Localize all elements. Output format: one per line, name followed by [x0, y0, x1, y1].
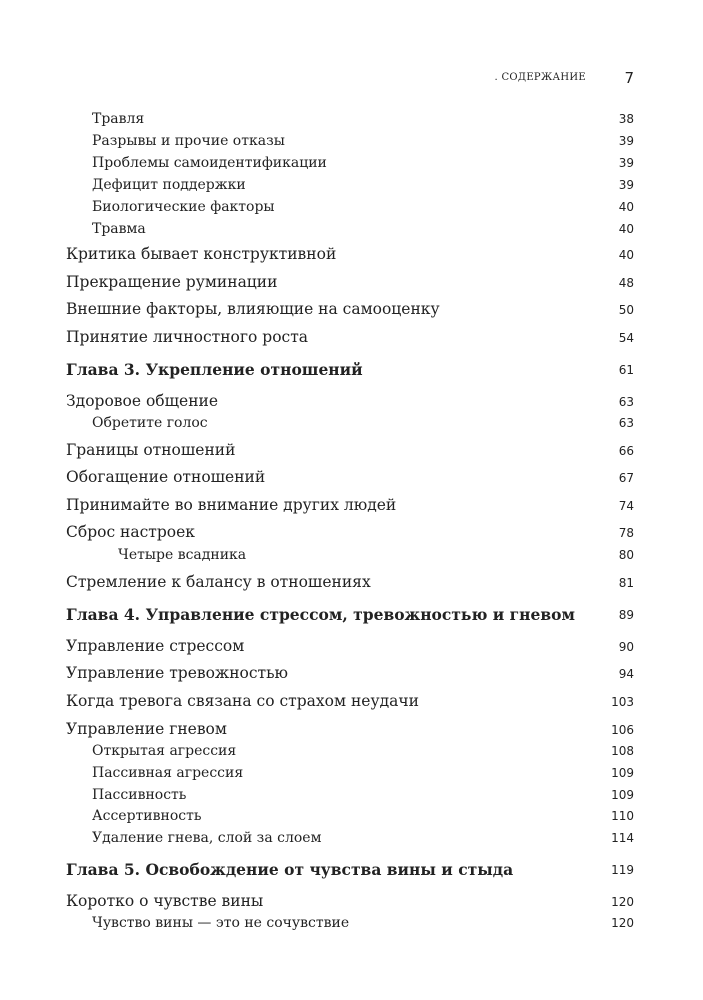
toc-entry-page: 90: [618, 640, 634, 654]
toc-entry-title: Ассертивность: [92, 808, 202, 824]
toc-entry-title: Управление тревожностью: [66, 664, 289, 682]
toc-entry-title: Четыре всадника: [118, 547, 247, 563]
toc-entry-page: 40: [618, 248, 634, 262]
toc-entry-page: 103: [611, 695, 634, 709]
toc-entry: [66, 573, 634, 593]
toc-entry-title: Управление гневом: [66, 720, 227, 738]
toc-entry: [66, 829, 634, 849]
toc-entry: [66, 786, 634, 806]
toc-entry: [66, 742, 634, 762]
toc-entry-title: Когда тревога связана со страхом неудачи: [66, 692, 419, 710]
toc-entry-title: Коротко о чувстве вины: [66, 892, 264, 910]
toc-entry-title: Управление стрессом: [66, 637, 245, 655]
toc-entry-page: 120: [611, 895, 634, 909]
toc-entry: [66, 914, 634, 934]
toc-entry: [66, 496, 634, 516]
toc-entry-title: Здоровое общение: [66, 392, 219, 410]
toc-entry-page: 40: [618, 200, 634, 214]
toc-entry-page: 81: [618, 576, 634, 590]
toc-entry: [66, 328, 634, 348]
toc-entry-page: 38: [618, 112, 634, 126]
toc-entry: [66, 664, 634, 684]
toc-entry: [66, 720, 634, 740]
toc-entry-title: Открытая агрессия: [92, 743, 237, 759]
toc-chapter: [66, 360, 634, 380]
toc-entry-page: 110: [611, 809, 634, 823]
toc-entry-page: 106: [611, 723, 634, 737]
toc-entry: [66, 441, 634, 461]
toc-entry-title: Травля: [92, 111, 145, 127]
toc-chapter: [66, 605, 634, 625]
toc-entry: [66, 110, 634, 130]
toc-entry-page: 108: [611, 744, 634, 758]
toc-entry: [66, 176, 634, 196]
toc-entry: [66, 414, 634, 434]
toc-entry: [66, 220, 634, 240]
toc-entry-title: Критика бывает конструктивной: [66, 245, 337, 263]
toc-entry-title: Принимайте во внимание других людей: [66, 496, 397, 514]
toc-entry: [66, 245, 634, 265]
toc-entry-page: 114: [611, 831, 634, 845]
toc-entry-title: Дефицит поддержки: [92, 177, 246, 193]
toc-entry-page: 109: [611, 788, 634, 802]
toc-entry-title: Биологические факторы: [92, 199, 275, 215]
toc-entry-title: Травма: [92, 221, 146, 237]
toc-entry: [66, 692, 634, 712]
toc-entry-page: 54: [618, 331, 634, 345]
toc-entry: [66, 764, 634, 784]
toc-entry-page: 67: [618, 471, 634, 485]
toc-entry-title: Обогащение отношений: [66, 468, 266, 486]
toc-entry-page: 63: [618, 395, 634, 409]
toc-entry-page: 66: [618, 444, 634, 458]
toc-entry-title: Пассивная агрессия: [92, 765, 244, 781]
toc-chapter-title: Глава 5. Освобождение от чувства вины и стыда: [66, 860, 514, 879]
toc-entry-title: Разрывы и прочие отказы: [92, 133, 285, 149]
toc-entry: [66, 637, 634, 657]
toc-chapter-page: 89: [618, 608, 634, 622]
toc-entry-title: Пассивность: [92, 787, 187, 803]
toc-entry-page: 40: [618, 222, 634, 236]
toc-entry: [66, 300, 634, 320]
toc-entry: [66, 468, 634, 488]
toc-entry-title: Сброс настроек: [66, 523, 195, 541]
toc-entry-page: 63: [618, 416, 634, 430]
toc-entry: [66, 132, 634, 152]
toc-entry: [66, 892, 634, 912]
toc-entry-title: Границы отношений: [66, 441, 236, 459]
toc-entry: [66, 198, 634, 218]
toc-entry-page: 74: [618, 499, 634, 513]
page-number: 7: [624, 69, 634, 87]
toc-entry: [66, 154, 634, 174]
toc-entry-page: 48: [618, 276, 634, 290]
toc-entry-page: 39: [618, 134, 634, 148]
toc-entry-page: 94: [618, 667, 634, 681]
toc-entry: [66, 546, 634, 566]
toc-entry-title: Прекращение руминации: [66, 273, 278, 291]
toc-entry-title: Удаление гнева, слой за слоем: [92, 830, 322, 846]
toc-entry-title: Обретите голос: [92, 415, 208, 431]
toc-entry-title: Внешние факторы, влияющие на самооценку: [66, 300, 440, 318]
toc-entry-title: Принятие личностного роста: [66, 328, 309, 346]
toc-chapter-page: 61: [618, 363, 634, 377]
toc-entry: [66, 807, 634, 827]
toc-entry-title: Чувство вины — это не сочувствие: [92, 915, 350, 931]
toc-entry-title: Проблемы самоидентификации: [92, 155, 327, 171]
toc-entry: [66, 392, 634, 412]
toc-entry-page: 120: [611, 916, 634, 930]
toc-entry-page: 50: [618, 303, 634, 317]
toc-entry-page: 39: [618, 156, 634, 170]
toc-chapter-title: Глава 3. Укрепление отношений: [66, 360, 363, 379]
toc-entry-page: 39: [618, 178, 634, 192]
toc-entry: [66, 273, 634, 293]
toc-entry: [66, 523, 634, 543]
toc-entry-page: 109: [611, 766, 634, 780]
toc-chapter-page: 119: [611, 863, 634, 877]
running-header: [66, 70, 634, 90]
toc-entry-title: Стремление к балансу в отношениях: [66, 573, 371, 591]
toc-chapter-title: Глава 4. Управление стрессом, тревожностью и гневом: [66, 605, 575, 624]
toc-entry-page: 78: [618, 526, 634, 540]
toc-chapter: [66, 860, 634, 880]
section-title: . СОДЕРЖАНИЕ: [494, 72, 586, 83]
toc-entry-page: 80: [618, 548, 634, 562]
